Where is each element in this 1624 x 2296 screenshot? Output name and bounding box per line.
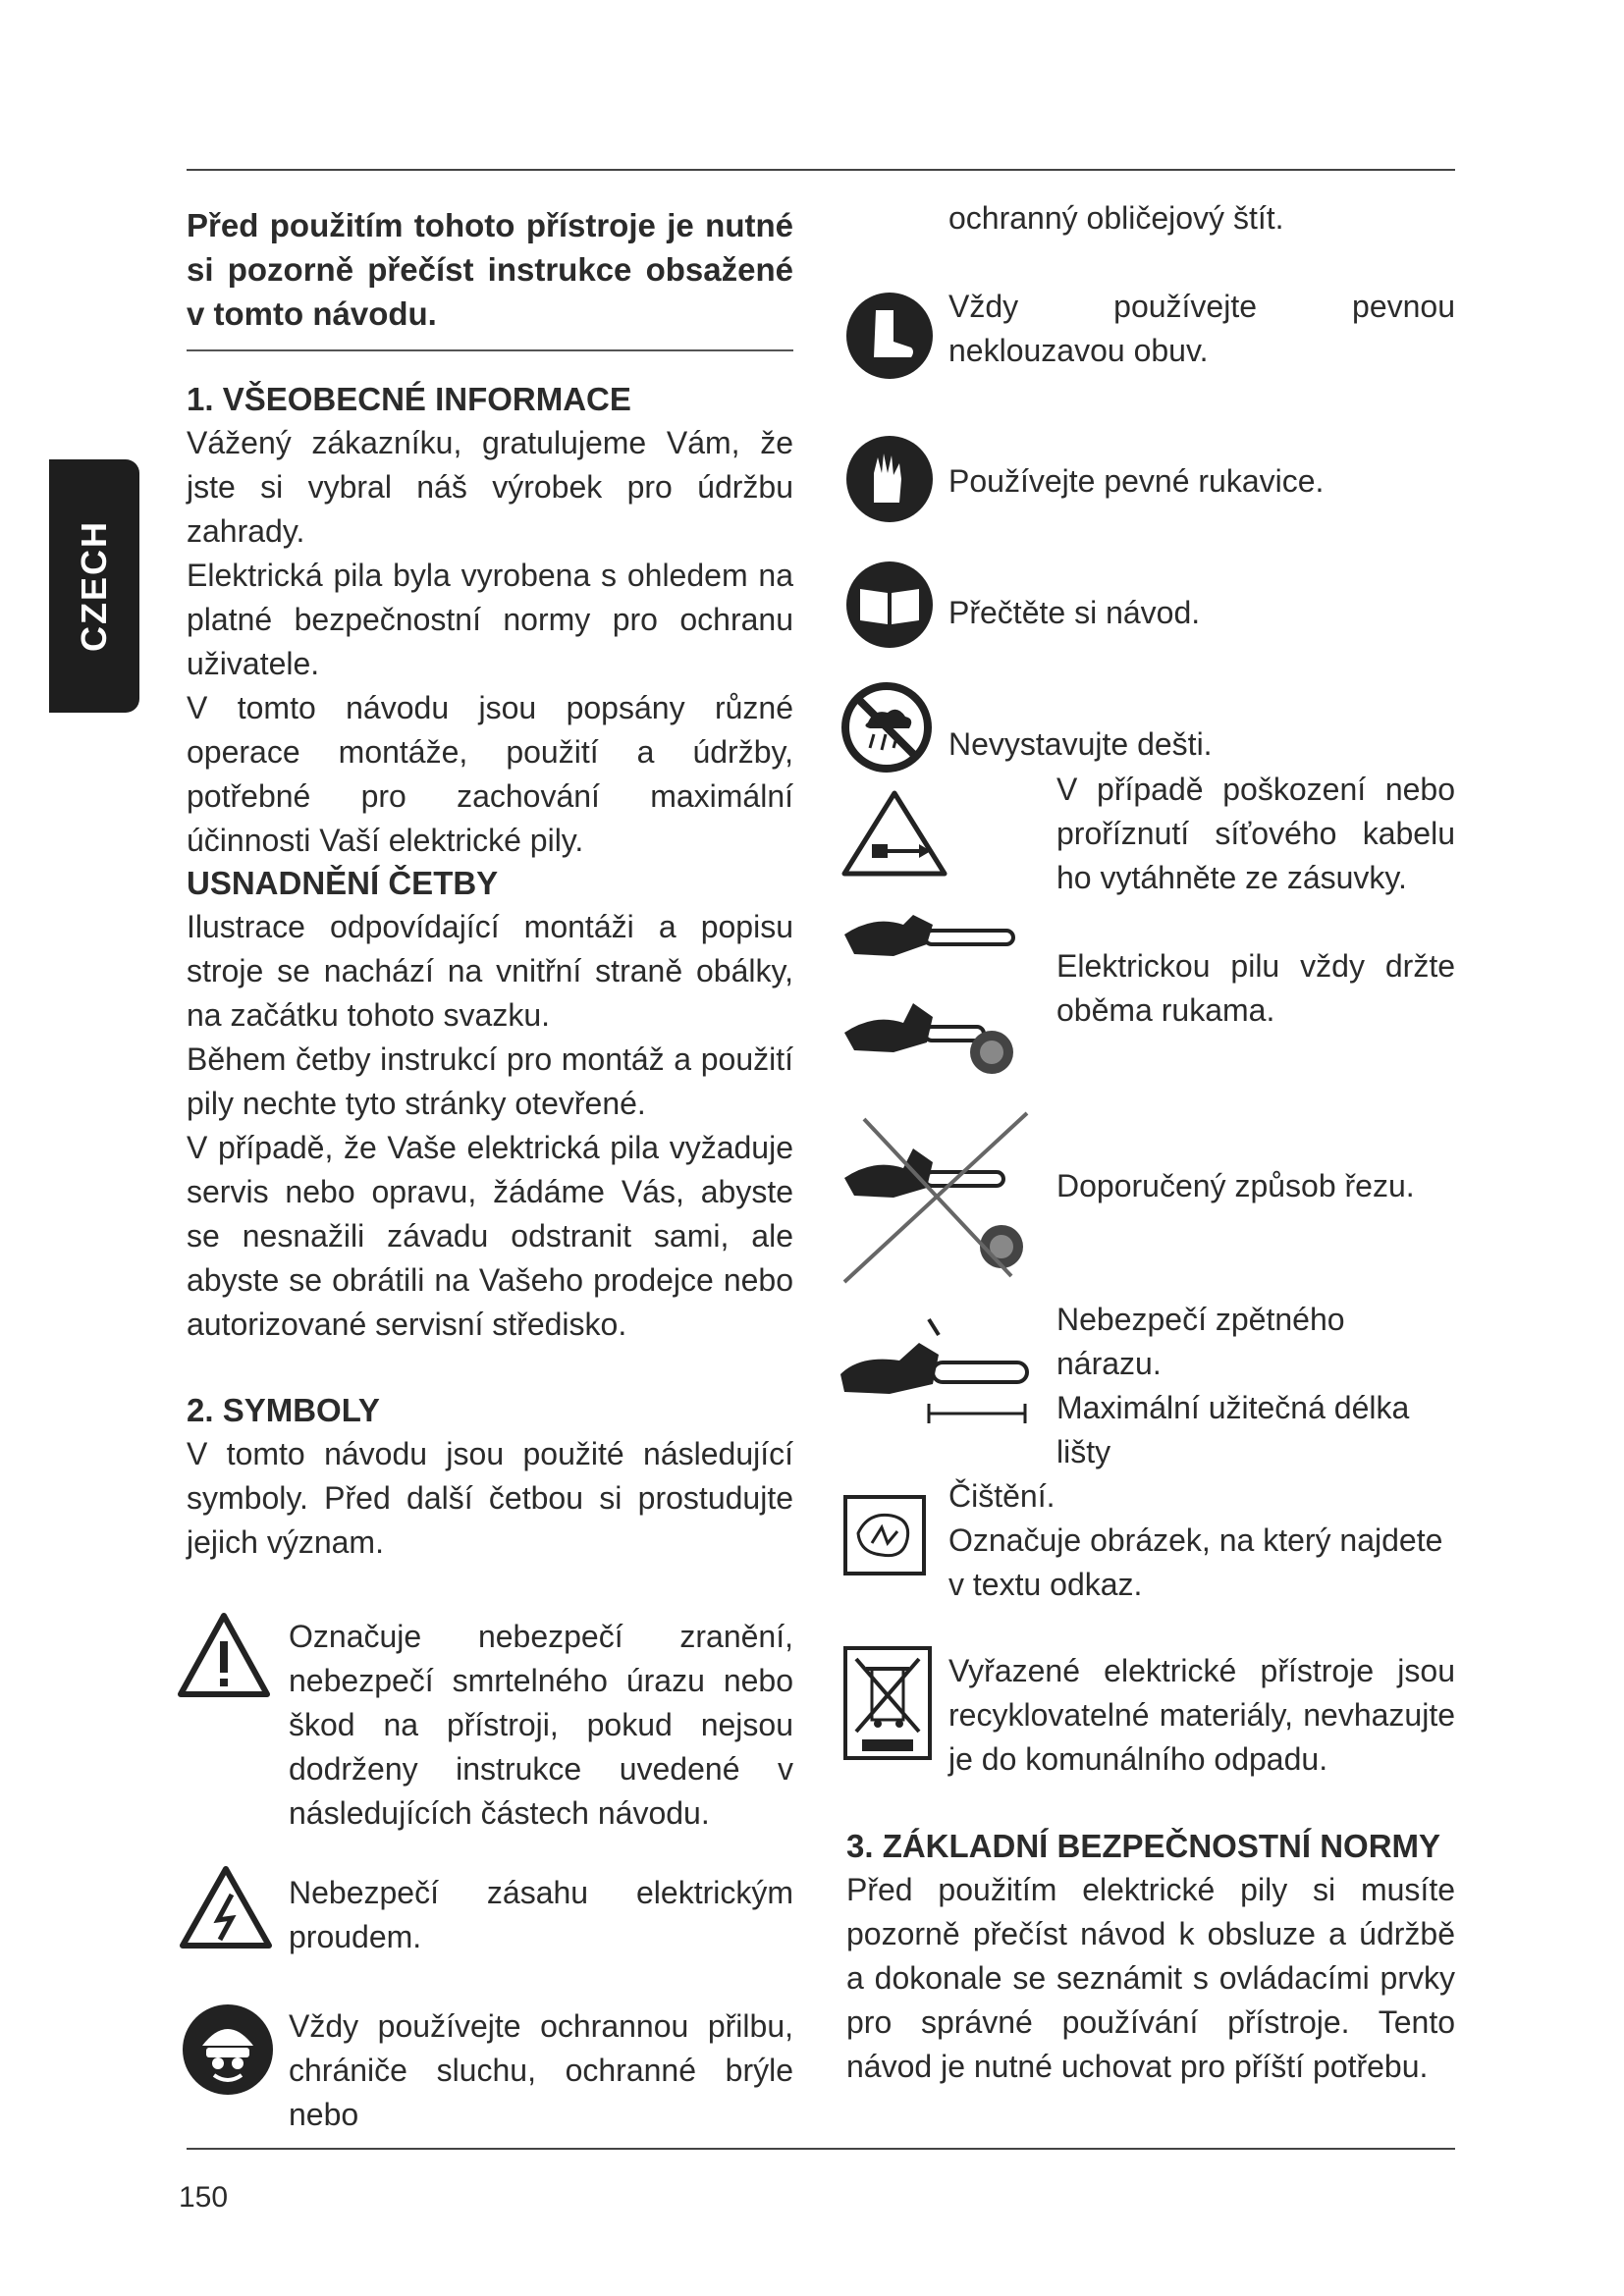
bar-length-line: Maximální užitečná délka lišty (1056, 1390, 1410, 1469)
boots-symbol-text: Vždy používejte pevnou neklouzavou obuv. (948, 289, 1455, 368)
reading-paragraph: Ilustrace odpovídající montáži a popisu stroje se nachází na vnitřní straně obálky, na začátku tohoto svazku. (187, 909, 793, 1033)
reading-section (187, 861, 793, 1347)
helmet-protection-icon (181, 2002, 275, 2097)
warning-triangle-icon (177, 1612, 271, 1698)
section-1-paragraph: Elektrická pila byla vyrobena s ohledem na platné bezpečnostní normy pro ochranu uživatele. (187, 558, 793, 681)
two-hands-symbol-text: Elektrickou pilu vždy držte oběma rukama. (1056, 948, 1455, 1028)
page-number: 150 (179, 2181, 229, 2214)
cable-symbol-text: V případě poškození nebo proříznutí síťového kabelu ho vytáhněte ze zásuvky. (1056, 772, 1455, 895)
cleaning-icon (842, 1494, 927, 1576)
kickback-bar-length-icon (831, 1315, 1037, 1433)
rain-symbol-text: Nevystavujte dešti. (948, 726, 1213, 762)
section-2-title: 2. SYMBOLY (187, 1392, 380, 1428)
section-2 (187, 1388, 793, 1565)
wrong-cut-method-icon (835, 1109, 1031, 1286)
section-1-paragraph: V tomto návodu jsou popsány různé operace montáže, použití a údržby, potřebné pro zachování maximální účinnosti Vaší elektrické pily. (187, 690, 793, 858)
section-3 (846, 1824, 1455, 2089)
chainsaw-two-hands-icon (835, 895, 1021, 1088)
electric-shock-icon (179, 1865, 273, 1949)
gloves-icon (844, 434, 935, 524)
danger-symbol-text: Označuje nebezpečí zranění, nebezpečí smrtelného úrazu nebo škod na přístroji, pokud nejsou dodrženy instrukce uvedené v následujících částech návodu. (289, 1619, 793, 1831)
intro-rule (187, 349, 793, 351)
section-2-paragraph: V tomto návodu jsou použité následující symboly. Před další četbou si prostudujte jejich význam. (187, 1436, 793, 1560)
language-tab-label: CZECH (74, 520, 114, 652)
language-tab (49, 459, 139, 713)
section-1-title: 1. VŠEOBECNÉ INFORMACE (187, 381, 631, 417)
bottom-rule (187, 2148, 1455, 2150)
cut-method-symbol-text: Doporučený způsob řezu. (1056, 1168, 1415, 1203)
weee-bin-icon (842, 1645, 933, 1761)
cleaning-line: Čištění. (948, 1478, 1056, 1514)
helmet-symbol-text-cont: ochranný obličejový štít. (948, 200, 1284, 236)
manual-book-icon (844, 560, 935, 650)
reading-paragraph: V případě, že Vaše elektrická pila vyžaduje servis nebo opravu, žádáme Vás, abyste se nesnažili závadu odstranit sami, ale abyste se obrátili na Vašeho prodejce nebo autorizované servisní středisko. (187, 1130, 793, 1342)
helmet-symbol-text: Vždy používejte ochrannou přilbu, chrániče sluchu, ochranné brýle nebo (289, 2008, 793, 2132)
reading-title: USNADNĚNÍ ČETBY (187, 865, 499, 901)
unplug-cable-icon (840, 789, 948, 878)
kickback-symbol-text (1056, 1298, 1455, 1474)
section-3-title: 3. ZÁKLADNÍ BEZPEČNOSTNÍ NORMY (846, 1828, 1441, 1864)
section-1-paragraph: Vážený zákazníku, gratulujeme Vám, že jste si vybral náš výrobek pro údržbu zahrady. (187, 425, 793, 549)
gloves-symbol-text: Používejte pevné rukavice. (948, 463, 1325, 499)
cleaning-symbol-text (948, 1474, 1455, 1607)
intro-warning: Před použitím tohoto přístroje je nutné si pozorně přečíst instrukce obsažené v tomto návodu. (187, 207, 793, 332)
cleaning-ref-line: Označuje obrázek, na který najdete v textu odkaz. (948, 1522, 1443, 1602)
boots-icon (844, 291, 935, 381)
top-rule (187, 169, 1455, 171)
weee-symbol-text: Vyřazené elektrické přístroje jsou recyklovatelné materiály, nevhazujte je do komunálního odpadu. (948, 1653, 1455, 1777)
reading-paragraph: Během četby instrukcí pro montáž a použití pily nechte tyto stránky otevřené. (187, 1041, 793, 1121)
section-3-paragraph: Před použitím elektrické pily si musíte pozorně přečíst návod k obsluze a údržbě a dokonale se seznámit s ovládacími prvky pro správné používání přístroje. Tento návod je nutné uchovat pro příští potřebu. (846, 1872, 1455, 2084)
kickback-line: Nebezpečí zpětného nárazu. (1056, 1302, 1345, 1381)
section-1 (187, 377, 793, 863)
manual-symbol-text: Přečtěte si návod. (948, 595, 1201, 630)
electric-symbol-text: Nebezpečí zásahu elektrickým proudem. (289, 1875, 793, 1954)
no-rain-icon (840, 681, 933, 774)
